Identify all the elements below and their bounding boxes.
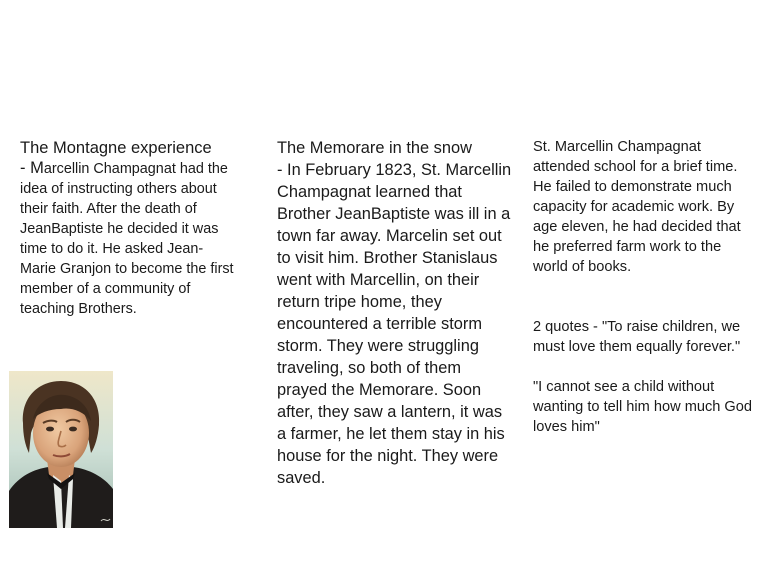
memorare-title: The Memorare in the snow (277, 139, 472, 157)
biography-intro: St. Marcellin Champagnat attended school for a brief time. He failed to demonstrate much capacity for academic work. By age eleven, he had decided that he preferred farm work to the world of books. (533, 139, 741, 275)
spacer (533, 277, 758, 317)
saint-portrait-illustration (9, 371, 113, 528)
spacer (533, 357, 758, 377)
portrait-icon (9, 371, 113, 528)
column-montagne-experience (20, 138, 235, 319)
column-memorare-in-snow (277, 137, 512, 489)
quote-one: 2 quotes - "To raise children, we must love them equally forever." (533, 319, 741, 355)
memorare-body: - In February 1823, St. Marcellin Champagnat learned that Brother JeanBaptiste was ill in a town far away. Marcelin set out to visit him. Brother Stanislaus went with Marcellin, on their return tripe home, they encountered a terrible storm storm. They were struggling traveling, so both of them prayed the Memorare. Soon after, they saw a lantern, it was a farmer, he let them stay in his house for the night. They were saved. (277, 161, 512, 487)
quote-two: "I cannot see a child without wanting to tell him how much God loves him" (533, 379, 753, 435)
montagne-body (20, 158, 235, 319)
montagne-title: The Montagne experience (20, 139, 212, 157)
column-biography-quotes (533, 137, 758, 437)
montagne-body-lead: - M (20, 159, 44, 177)
montagne-body-text: arcellin Champagnat had the idea of instructing others about their faith. After the death of JeanBaptiste he decided it was time to do it. He asked Jean-Marie Granjon to become the first member of a community of teaching Brothers. (20, 161, 234, 317)
